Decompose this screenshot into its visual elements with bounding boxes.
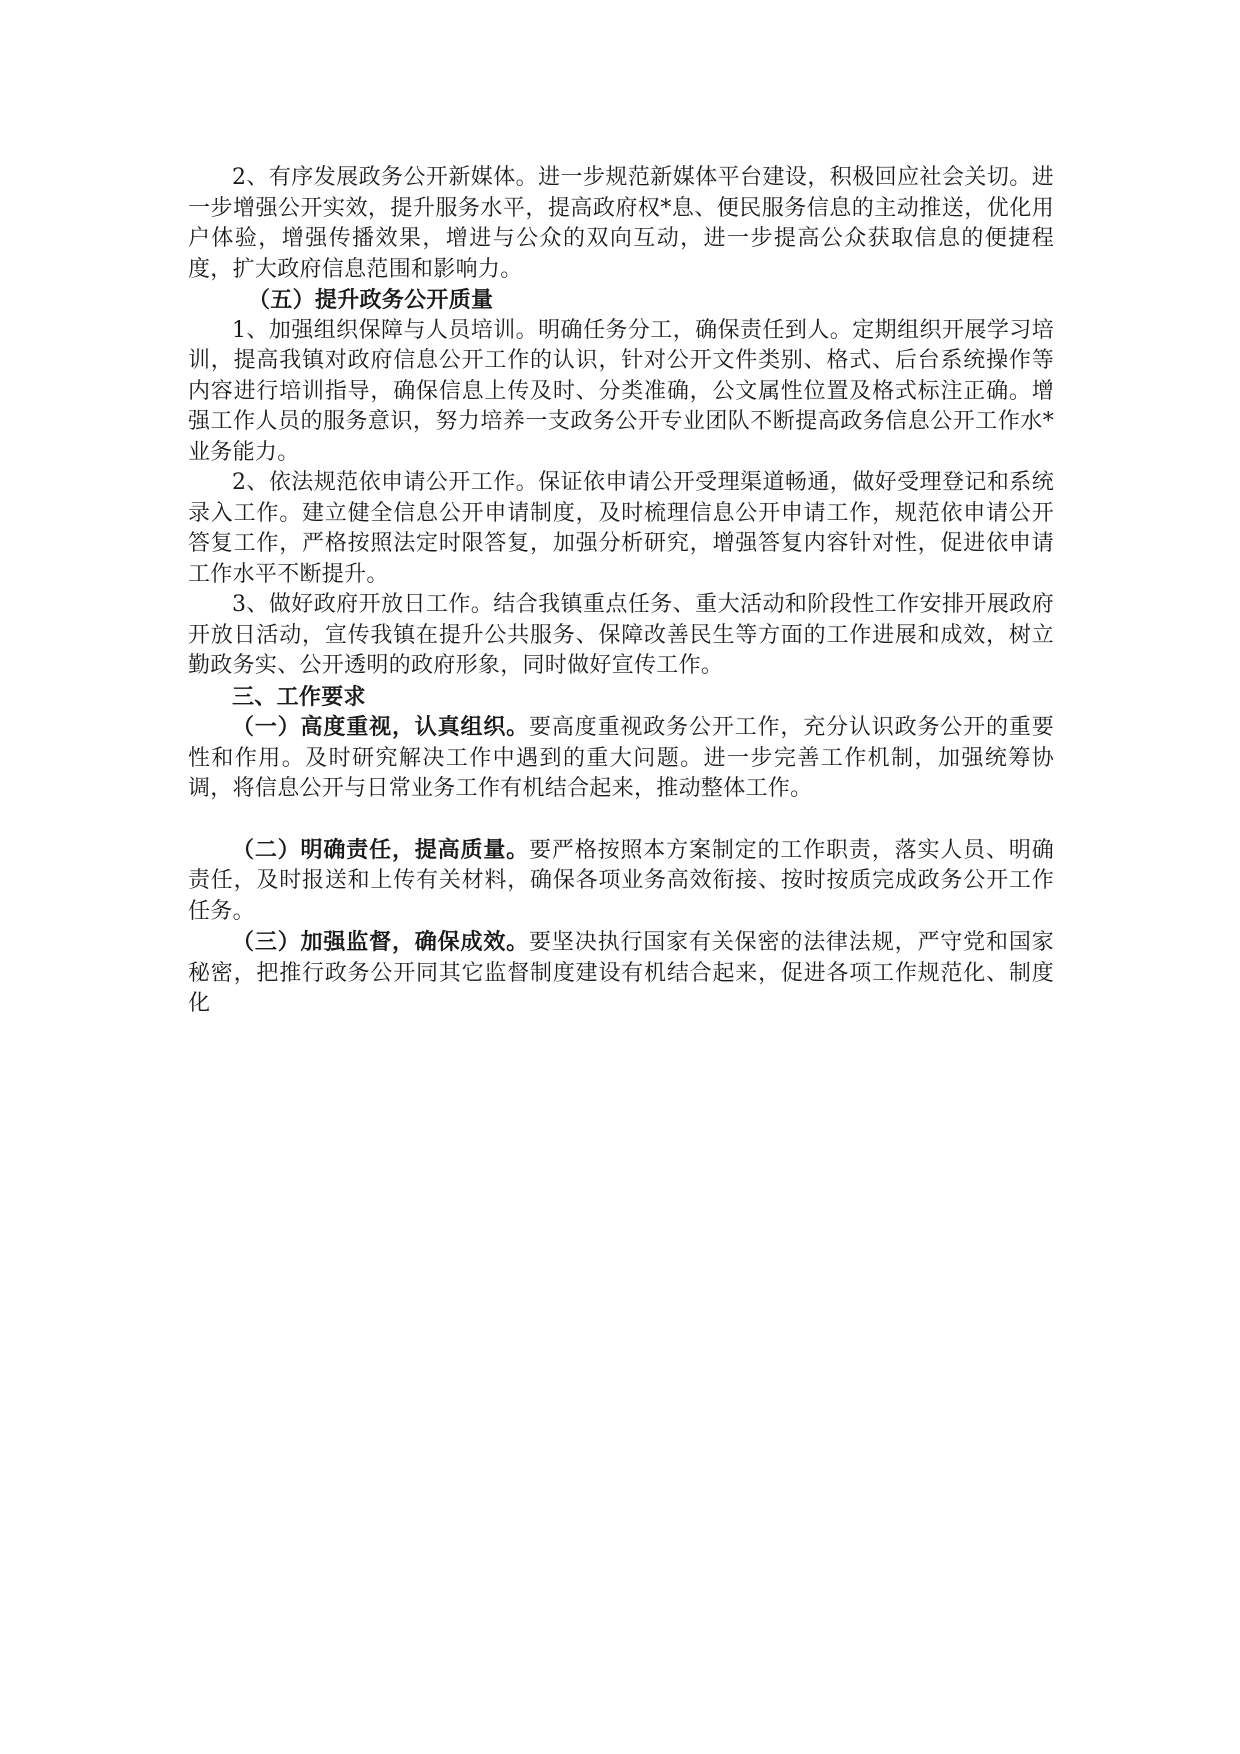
requirement-2-title: （二）明确责任，提高质量。: [232, 836, 530, 863]
paragraph-staff-training: 1、加强组织保障与人员培训。明确任务分工，确保责任到人。定期组织开展学习培训，提高我镇对政府信息公开工作的认识，针对公开文件类别、格式、后台系统操作等内容进行培训指导，确保信息上传及时、分类准确，公文属性位置及格式标注正确。增强工作人员的服务意识，努力培养一支政务公开专业团队不断提高政务信息公开工作水*业务能力。: [188, 317, 1054, 465]
requirement-paragraph-1: [188, 712, 1054, 805]
requirement-3-title: （三）加强监督，确保成效。: [232, 929, 530, 955]
section-heading-improve-quality: （五）提升政务公开质量: [248, 287, 494, 313]
requirement-2-body: 要严格按照本方案制定的工作职责，落实人员、明确责任，及时报送和上传有关材料，确保各项业务高效衔接、按时按质完成政务公开工作任务。: [188, 837, 1054, 924]
requirement-3-body: 要坚决执行国家有关保密的法律法规，严守党和国家秘密，把推行政务公开同其它监督制度建设有机结合起来，促进各项工作规范化、制度化: [188, 930, 1054, 1016]
paragraph-application-disclosure: 2、依法规范依申请公开工作。保证依申请公开受理渠道畅通，做好受理登记和系统录入工作。建立健全信息公开申请制度，及时梳理信息公开申请工作，规范依申请公开答复工作，严格按照法定时限答复，加强分析研究，增强答复内容针对性，促进依申请工作水平不断提升。: [188, 470, 1054, 587]
requirement-1-body: 要高度重视政务公开工作，充分认识政务公开的重要性和作用。及时研究解决工作中遇到的重大问题。进一步完善工作机制，加强统筹协调，将信息公开与日常业务工作有机结合起来，推动整体工作。: [188, 715, 1054, 801]
document-page: [188, 163, 1054, 1020]
requirement-paragraph-2: [188, 835, 1054, 928]
paragraph-new-media: 2、有序发展政务公开新媒体。进一步规范新媒体平台建设，积极回应社会关切。进一步增强公开实效，提升服务水平，提高政府权*息、便民服务信息的主动推送，优化用户体验，增强传播效果，增进与公众的双向互动，进一步提高公众获取信息的便捷程度，扩大政府信息范围和影响力。: [188, 165, 1054, 282]
paragraph-open-day: 3、做好政府开放日工作。结合我镇重点任务、重大活动和阶段性工作安排开展政府开放日活动，宣传我镇在提升公共服务、保障改善民生等方面的工作进展和成效，树立勤政务实、公开透明的政府形象，同时做好宣传工作。: [188, 592, 1054, 678]
paragraph-spacer: [188, 805, 1054, 835]
requirement-paragraph-3: [188, 927, 1054, 1020]
requirement-1-title: （一）高度重视，认真组织。: [232, 714, 530, 740]
section-heading-work-requirements: 三、工作要求: [232, 683, 366, 710]
